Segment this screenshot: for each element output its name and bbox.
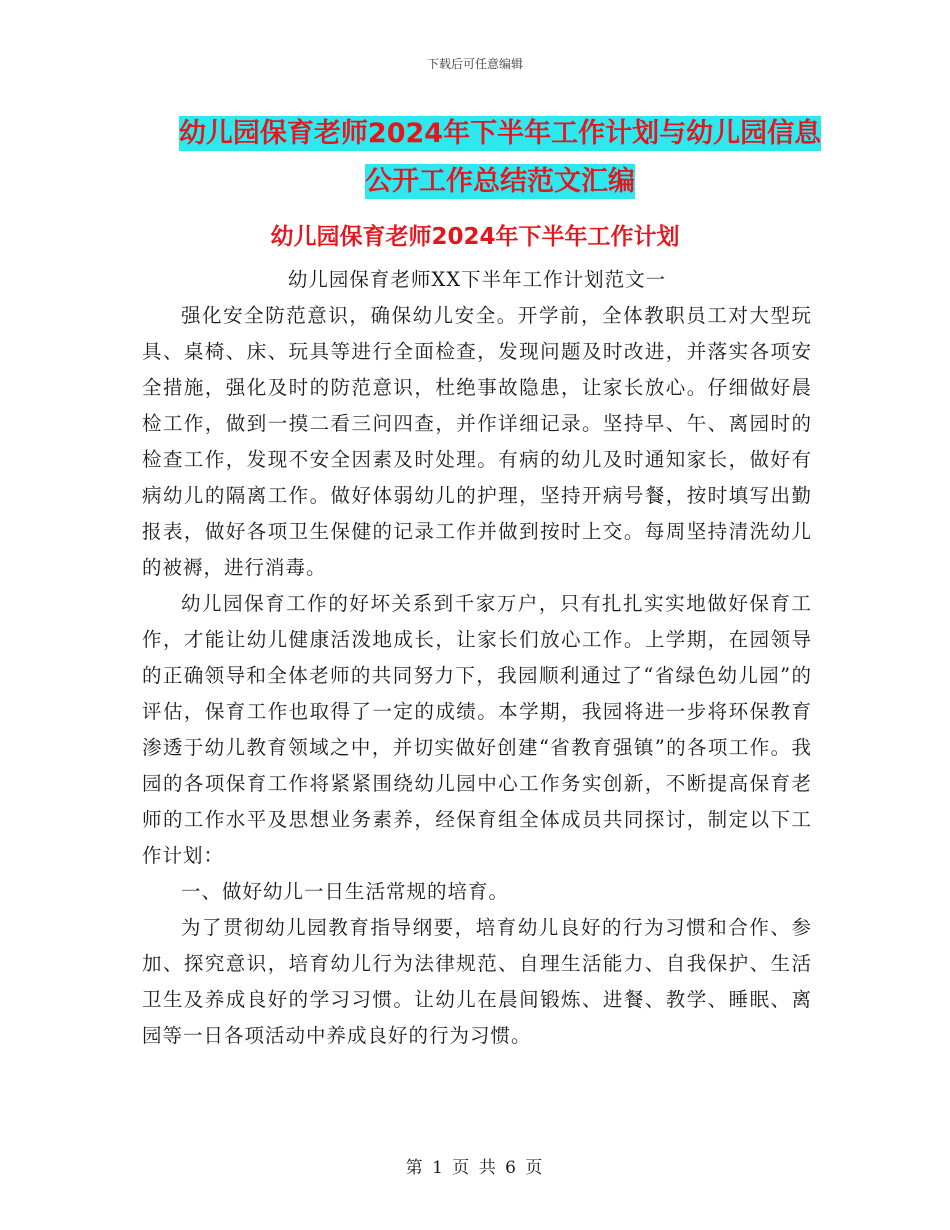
document-subtitle: 幼儿园保育老师XX下半年工作计划范文一: [287, 268, 667, 291]
paragraph: 幼儿园保育工作的好坏关系到千家万户，只有扎扎实实地做好保育工作，才能让幼儿健康活泼地成长，让家长们放心工作。上学期，在园领导的正确领导和全体老师的共同努力下，我园顺利通过了“省绿色幼儿园”的评估，保育工作也取得了一定的成绩。本学期，我园将进一步将环保教育渗透于幼儿教育领域之中，并切实做好创建“省教育强镇”的各项工作。我园的各项保育工作将紧紧围绕幼儿园中心工作务实创新，不断提高保育老师的工作水平及思想业务素养，经保育组全体成员共同探讨，制定以下工作计划：: [142, 592, 812, 867]
section-title: 幼儿园保育老师2024年下半年工作计划: [270, 224, 680, 250]
main-title-line2: 公开工作总结范文汇编: [365, 166, 635, 197]
paragraph: 强化安全防范意识，确保幼儿安全。开学前，全体教职员工对大型玩具、桌椅、床、玩具等进行全面检查，发现问题及时改进，并落实各项安全措施，强化及时的防范意识，杜绝事故隐患，让家长放心。仔细做好晨检工作，做到一摸二看三问四查，并作详细记录。坚持早、午、离园时的检查工作，发现不安全因素及时处理。有病的幼儿及时通知家长，做好有病幼儿的隔离工作。做好体弱幼儿的护理，坚持开病号餐，按时填写出勤报表，做好各项卫生保健的记录工作并做到按时上交。每周坚持清洗幼儿的被褥，进行消毒。: [142, 304, 812, 579]
paragraph: 一、做好幼儿一日生活常规的培育。: [181, 880, 510, 903]
page-footer: 第 1 页 共 6 页: [405, 1158, 545, 1178]
paragraph: 为了贯彻幼儿园教育指导纲要，培育幼儿良好的行为习惯和合作、参加、探究意识，培育幼儿行为法律规范、自理生活能力、自我保护、生活卫生及养成良好的学习习惯。让幼儿在晨间锻炼、进餐、教学、睡眠、离园等一日各项活动中养成良好的行为习惯。: [142, 916, 812, 1047]
main-title: [140, 110, 860, 206]
header-note: 下载后可任意编辑: [426, 57, 523, 71]
document-body: [142, 262, 812, 1054]
main-title-line1: 幼儿园保育老师2024年下半年工作计划与幼儿园信息: [178, 118, 822, 149]
